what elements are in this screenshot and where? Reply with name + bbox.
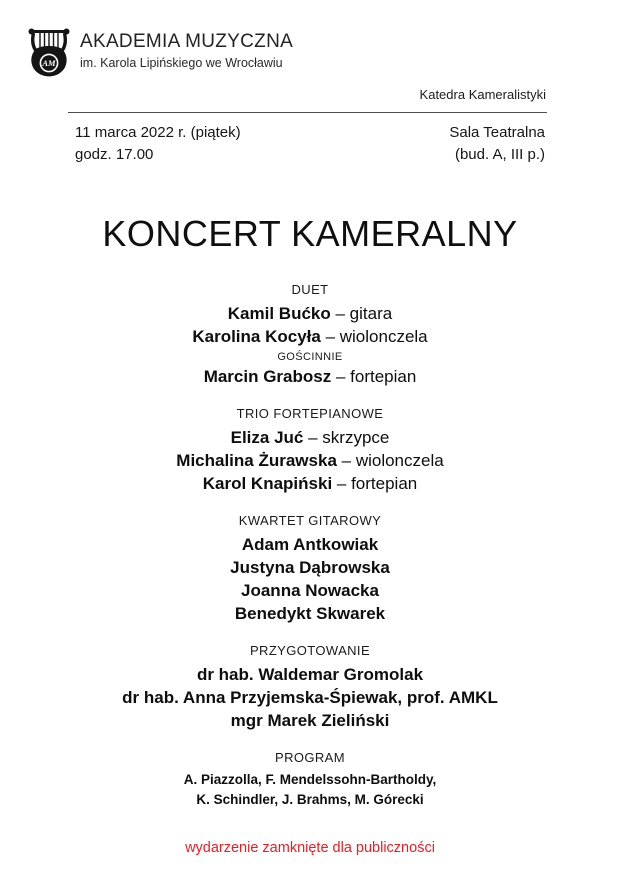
program-line	[0, 770, 620, 790]
section-kwartet	[0, 512, 620, 625]
event-time: godz. 17.00	[75, 145, 154, 163]
performer-name: Karol Knapiński	[202, 474, 333, 493]
composer-list: A. Piazzolla, F. Mendelssohn-Bartholdy,	[183, 772, 437, 787]
performer-instrument: – gitara	[335, 304, 393, 323]
section-duet	[0, 281, 620, 388]
venue-name: Sala Teatralna	[449, 124, 545, 141]
performer-name: Kamil Bućko	[227, 304, 331, 323]
section-label: PROGRAM	[275, 750, 345, 765]
section-przygotowanie	[0, 642, 620, 732]
guest-label: GOŚCINNIE	[277, 351, 343, 363]
logo-monogram: AM	[42, 58, 56, 69]
section-program	[0, 749, 620, 810]
performer-instrument: – wiolonczela	[341, 451, 444, 470]
tutor-line	[0, 686, 620, 709]
performer-instrument: – skrzypce	[308, 428, 390, 447]
organization-name: AKADEMIA MUZYCZNA	[80, 31, 294, 52]
section-label: KWARTET GITAROWY	[238, 513, 382, 528]
performer-line	[0, 556, 620, 579]
page-title: KONCERT KAMERALNY	[102, 213, 518, 254]
performer-line	[0, 579, 620, 602]
performer-name: Marcin Grabosz	[203, 367, 332, 386]
performer-instrument: – fortepian	[336, 474, 418, 493]
lyre-logo-icon	[26, 24, 72, 78]
closed-event-notice: wydarzenie zamknięte dla publiczności	[185, 840, 435, 856]
performer-instrument: – fortepian	[335, 367, 417, 386]
department-label: Katedra Kameralistyki	[419, 87, 546, 102]
performer-name: Karolina Kocyła	[192, 327, 321, 346]
performer-line	[0, 426, 620, 449]
header-divider	[68, 112, 547, 113]
organization-block	[80, 31, 293, 70]
performer-line	[0, 325, 620, 348]
venue-detail: (bud. A, III p.)	[454, 145, 545, 163]
program-body	[0, 281, 620, 827]
event-info-row	[75, 122, 545, 165]
tutor-line	[0, 709, 620, 732]
tutor-name: mgr Marek Zieliński	[230, 711, 390, 730]
performer-name: Joanna Nowacka	[241, 581, 379, 600]
performer-name: Adam Antkowiak	[241, 535, 379, 554]
performer-line	[0, 449, 620, 472]
section-trio	[0, 405, 620, 495]
performer-line	[0, 472, 620, 495]
section-label: TRIO FORTEPIANOWE	[236, 406, 384, 421]
tutor-name: dr hab. Waldemar Gromolak	[196, 665, 424, 684]
organization-subtitle: im. Karola Lipińskiego we Wrocławiu	[80, 56, 283, 70]
performer-line	[0, 602, 620, 625]
tutor-line	[0, 663, 620, 686]
performer-name: Justyna Dąbrowska	[230, 558, 390, 577]
section-label: PRZYGOTOWANIE	[249, 643, 371, 658]
event-date: 11 marca 2022 r. (piątek)	[75, 124, 241, 141]
composer-list: K. Schindler, J. Brahms, M. Górecki	[196, 792, 424, 807]
performer-instrument: – wiolonczela	[325, 327, 428, 346]
performer-name: Michalina Żurawska	[176, 451, 337, 470]
event-venue	[449, 122, 545, 165]
performer-line	[0, 533, 620, 556]
event-datetime	[75, 122, 241, 165]
performer-name: Benedykt Skwarek	[234, 604, 386, 623]
tutor-name: dr hab. Anna Przyjemska-Śpiewak, prof. AMKL	[122, 688, 498, 707]
section-label: DUET	[291, 282, 329, 297]
performer-line	[0, 302, 620, 325]
performer-line	[0, 365, 620, 388]
performer-name: Eliza Juć	[230, 428, 304, 447]
program-line	[0, 790, 620, 810]
